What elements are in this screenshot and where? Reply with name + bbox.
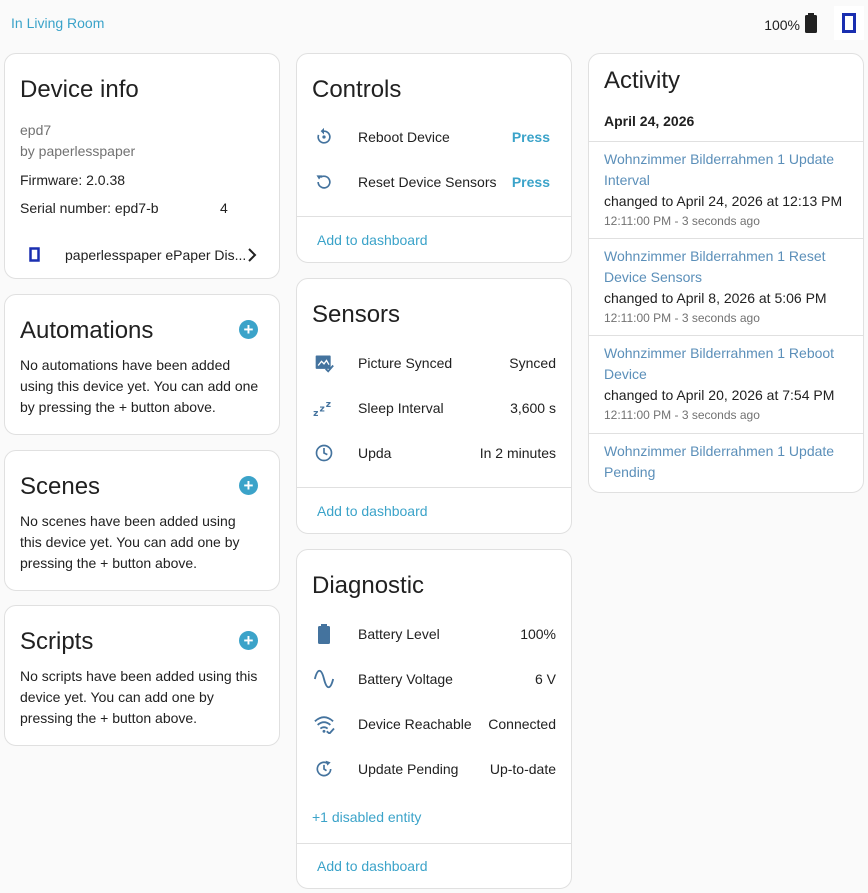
activity-entry bbox=[589, 343, 863, 424]
diagnostic-label: Battery Voltage bbox=[358, 670, 453, 687]
activity-entity-link[interactable]: Wohnzimmer Bilderrahmen 1 Reboot Device bbox=[604, 345, 835, 382]
sensor-label: Picture Synced bbox=[358, 354, 453, 371]
automations-empty-text: No automations have been added using this device yet. You can add one by pressing the + button above. bbox=[20, 357, 259, 415]
diagnostic-card bbox=[296, 549, 572, 889]
sensors-add-to-dashboard[interactable]: Add to dashboard bbox=[317, 503, 428, 519]
sensor-row-picture-synced[interactable] bbox=[297, 340, 571, 385]
diagnostic-value: Up-to-date bbox=[489, 760, 556, 777]
activity-date: April 24, 2026 bbox=[604, 113, 695, 129]
controls-card bbox=[296, 53, 572, 263]
serial-number: Serial number: epd7-b bbox=[20, 200, 159, 216]
diagnostic-row-update-pending[interactable] bbox=[297, 746, 571, 791]
parent-device-link[interactable] bbox=[5, 234, 279, 274]
battery-full-icon bbox=[804, 13, 818, 36]
automations-title: Automations bbox=[20, 317, 154, 344]
diagnostic-label: Device Reachable bbox=[358, 715, 472, 732]
activity-card bbox=[588, 53, 864, 493]
sensors-card bbox=[296, 278, 572, 534]
activity-entity-link[interactable]: Wohnzimmer Bilderrahmen 1 Update Interval bbox=[604, 151, 835, 188]
diagnostic-label: Update Pending bbox=[358, 760, 459, 777]
parent-device-name: paperlesspaper ePaper Dis... bbox=[65, 247, 247, 263]
top-bar bbox=[0, 0, 868, 46]
sensor-label: Upda bbox=[358, 444, 392, 461]
image-check-icon bbox=[313, 352, 335, 374]
reset-press-button[interactable]: Press bbox=[511, 173, 550, 190]
divider bbox=[589, 238, 863, 239]
sensor-label: Sleep Interval bbox=[358, 399, 444, 416]
divider bbox=[297, 216, 571, 217]
device-model: epd7 bbox=[20, 122, 52, 138]
divider bbox=[589, 335, 863, 336]
serial-number-suffix: 4 bbox=[220, 200, 228, 216]
activity-time: 12:11:00 PM - 3 seconds ago bbox=[604, 408, 760, 422]
reset-icon bbox=[313, 171, 335, 193]
sine-wave-icon bbox=[313, 668, 335, 690]
svg-text:z: z bbox=[325, 399, 331, 410]
activity-time: 12:11:00 PM - 3 seconds ago bbox=[604, 311, 760, 325]
automations-card bbox=[4, 294, 280, 435]
scripts-empty-text: No scripts have been added using this device yet. You can add one by pressing the + button above. bbox=[20, 668, 258, 726]
sensor-row-update[interactable] bbox=[297, 430, 571, 475]
divider bbox=[297, 487, 571, 488]
device-info-title: Device info bbox=[20, 76, 139, 103]
activity-time: 12:11:00 PM - 3 seconds ago bbox=[604, 214, 760, 228]
sensor-value: In 2 minutes bbox=[479, 444, 556, 461]
wifi-check-icon bbox=[313, 713, 335, 735]
sensors-title: Sensors bbox=[312, 301, 401, 328]
scripts-title: Scripts bbox=[20, 628, 94, 655]
diagnostic-row-battery-voltage[interactable] bbox=[297, 656, 571, 701]
control-row-reboot[interactable] bbox=[297, 114, 571, 159]
activity-change: changed to April 20, 2026 at 7:54 PM bbox=[604, 387, 835, 403]
controls-add-to-dashboard[interactable]: Add to dashboard bbox=[317, 232, 428, 248]
divider bbox=[297, 843, 571, 844]
divider bbox=[589, 141, 863, 142]
area-link[interactable]: In Living Room bbox=[11, 15, 105, 31]
activity-entry bbox=[589, 441, 863, 483]
sensor-row-sleep-interval[interactable] bbox=[297, 385, 571, 430]
sleep-icon bbox=[313, 397, 335, 419]
device-manufacturer: by paperlesspaper bbox=[20, 143, 136, 159]
activity-entry bbox=[589, 149, 863, 230]
diagnostic-label: Battery Level bbox=[358, 625, 440, 642]
device-info-card bbox=[4, 53, 280, 279]
diagnostic-add-to-dashboard[interactable]: Add to dashboard bbox=[317, 858, 428, 874]
diagnostic-row-battery-level[interactable] bbox=[297, 611, 571, 656]
chevron-right-icon bbox=[247, 248, 257, 267]
add-script-button[interactable]: + bbox=[239, 631, 258, 650]
restart-icon bbox=[313, 126, 335, 148]
control-row-reset[interactable] bbox=[297, 159, 571, 204]
activity-change: changed to April 24, 2026 at 12:13 PM bbox=[604, 193, 843, 209]
firmware-version: Firmware: 2.0.38 bbox=[20, 172, 126, 188]
battery-percent: 100% bbox=[764, 16, 800, 33]
clock-icon bbox=[313, 442, 335, 464]
clock-refresh-icon bbox=[313, 758, 335, 780]
diagnostic-title: Diagnostic bbox=[312, 572, 425, 599]
diagnostic-value: 6 V bbox=[534, 670, 556, 687]
scenes-empty-text: No scenes have been added using this device yet. You can add one by pressing the + button above. bbox=[20, 513, 240, 571]
sensor-value: 3,600 s bbox=[510, 399, 556, 416]
divider bbox=[589, 433, 863, 434]
activity-entry bbox=[589, 246, 863, 327]
battery-status bbox=[764, 13, 818, 36]
battery-icon bbox=[313, 623, 335, 645]
control-label: Reboot Device bbox=[358, 128, 450, 145]
add-scene-button[interactable]: + bbox=[239, 476, 258, 495]
activity-entity-link[interactable]: Wohnzimmer Bilderrahmen 1 Update Pending bbox=[604, 443, 835, 480]
control-label: Reset Device Sensors bbox=[358, 173, 497, 190]
svg-text:z: z bbox=[319, 404, 324, 415]
add-automation-button[interactable]: + bbox=[239, 320, 258, 339]
diagnostic-row-device-reachable[interactable] bbox=[297, 701, 571, 746]
activity-title: Activity bbox=[604, 67, 681, 94]
activity-entity-link[interactable]: Wohnzimmer Bilderrahmen 1 Reset Device Sensors bbox=[604, 248, 826, 285]
diagnostic-value: Connected bbox=[488, 715, 556, 732]
scripts-card bbox=[4, 605, 280, 746]
disabled-entity-link[interactable]: +1 disabled entity bbox=[312, 809, 422, 825]
sensor-value: Synced bbox=[509, 354, 556, 371]
scenes-title: Scenes bbox=[20, 473, 101, 500]
epaper-device-icon[interactable] bbox=[834, 6, 864, 40]
scenes-card bbox=[4, 450, 280, 591]
epaper-device-icon bbox=[29, 247, 40, 267]
activity-change: changed to April 8, 2026 at 5:06 PM bbox=[604, 290, 827, 306]
diagnostic-value: 100% bbox=[520, 625, 556, 642]
controls-title: Controls bbox=[312, 76, 402, 103]
reboot-press-button[interactable]: Press bbox=[511, 128, 550, 145]
svg-text:z: z bbox=[313, 408, 318, 418]
